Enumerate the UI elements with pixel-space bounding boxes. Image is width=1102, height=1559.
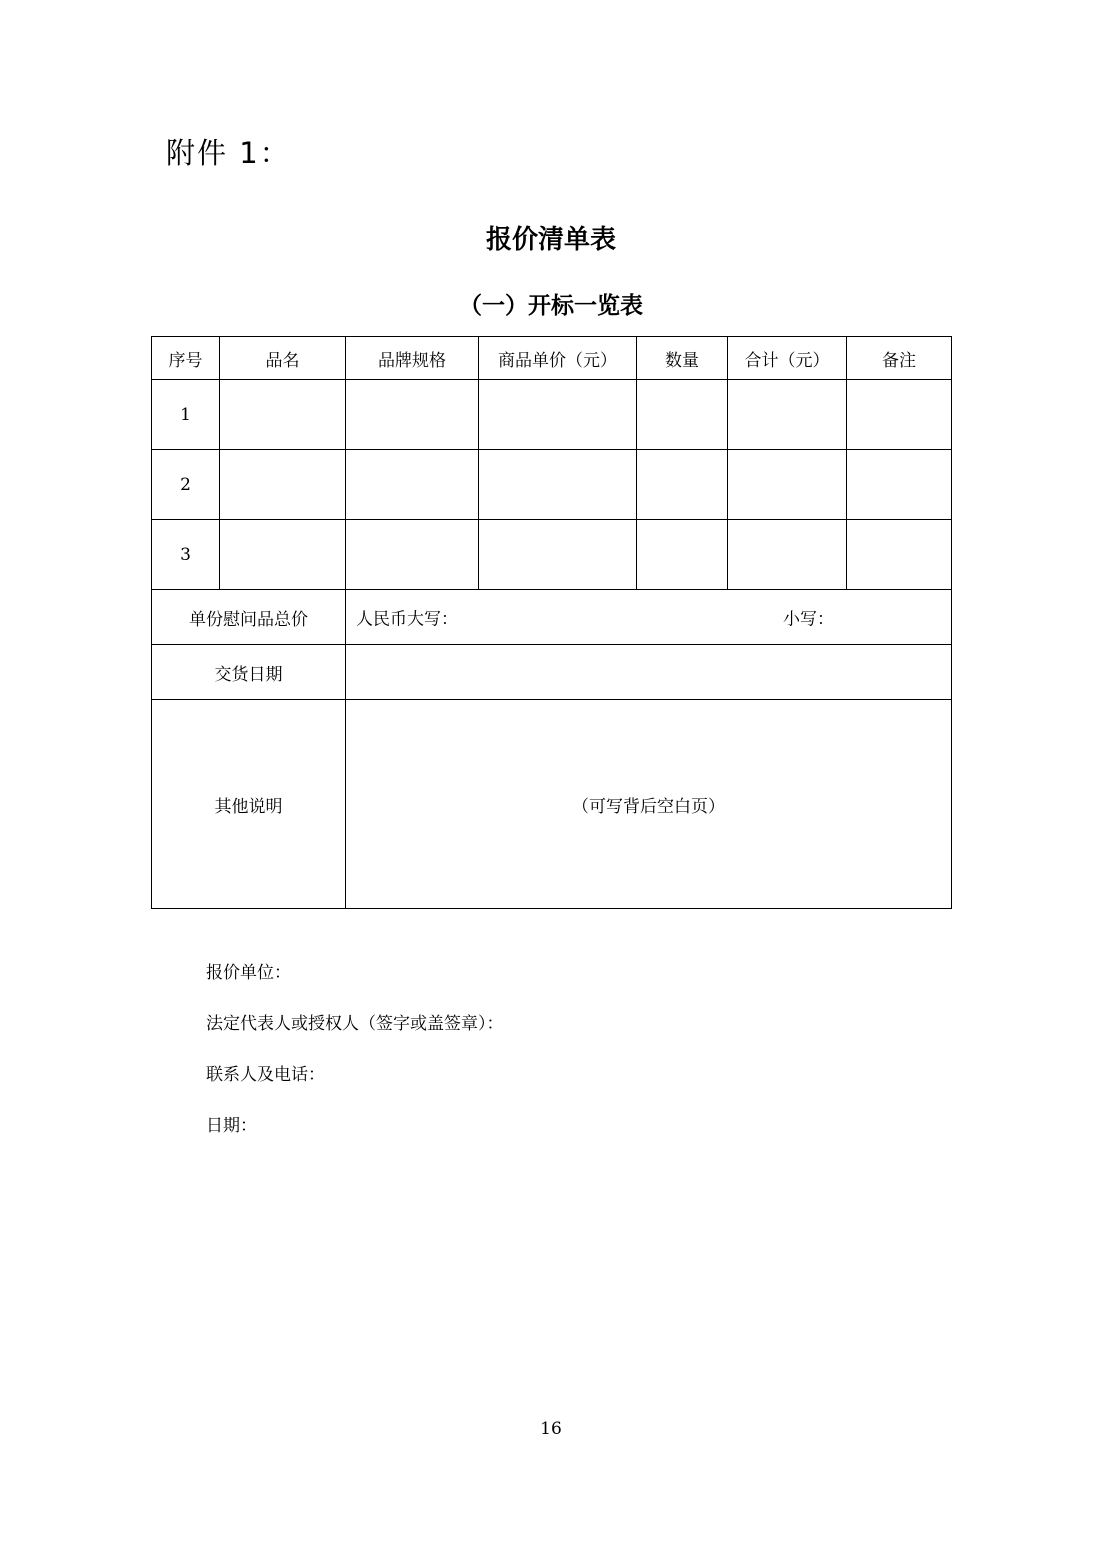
- document-title: 报价清单表: [485, 225, 616, 255]
- delivery-date-cell[interactable]: [346, 645, 952, 700]
- column-header-item-name: 品名: [220, 337, 346, 380]
- amount-uppercase-label: 人民币大写：: [356, 609, 458, 630]
- quote-unit-line: 报价单位：: [206, 963, 291, 983]
- row-number: 3: [152, 520, 220, 590]
- total-price-amount-cell[interactable]: [346, 590, 952, 645]
- column-header-no: 序号: [152, 337, 220, 380]
- legal-representative-line: 法定代表人或授权人（签字或盖签章）：: [206, 1014, 504, 1034]
- unit-price-cell[interactable]: [479, 450, 637, 520]
- column-header-quantity: 数量: [637, 337, 728, 380]
- other-notes-row: [152, 700, 952, 909]
- total-cell[interactable]: [728, 450, 847, 520]
- other-notes-cell[interactable]: [346, 700, 952, 909]
- column-header-remarks: 备注: [847, 337, 952, 380]
- attachment-label: 附件 1：: [166, 136, 291, 170]
- section-title: （一）开标一览表: [459, 293, 643, 319]
- total-price-label: 单份慰问品总价: [152, 590, 346, 645]
- remarks-cell[interactable]: [847, 450, 952, 520]
- total-price-row: [152, 590, 952, 645]
- table-row: [152, 520, 952, 590]
- quote-table: [151, 336, 952, 909]
- item-name-cell[interactable]: [220, 380, 346, 450]
- brand-spec-cell[interactable]: [346, 450, 479, 520]
- page-number: 16: [540, 1419, 562, 1439]
- other-notes-hint: （可写背后空白页）: [572, 796, 725, 817]
- quantity-cell[interactable]: [637, 380, 728, 450]
- remarks-cell[interactable]: [847, 520, 952, 590]
- row-number: 2: [152, 450, 220, 520]
- column-header-brand-spec: 品牌规格: [346, 337, 479, 380]
- brand-spec-cell[interactable]: [346, 380, 479, 450]
- brand-spec-cell[interactable]: [346, 520, 479, 590]
- unit-price-cell[interactable]: [479, 380, 637, 450]
- delivery-date-label: 交货日期: [152, 645, 346, 700]
- quantity-cell[interactable]: [637, 520, 728, 590]
- row-number: 1: [152, 380, 220, 450]
- total-cell[interactable]: [728, 520, 847, 590]
- total-cell[interactable]: [728, 380, 847, 450]
- quantity-cell[interactable]: [637, 450, 728, 520]
- item-name-cell[interactable]: [220, 520, 346, 590]
- item-name-cell[interactable]: [220, 450, 346, 520]
- column-header-unit-price: 商品单价（元）: [479, 337, 637, 380]
- table-row: [152, 380, 952, 450]
- contact-line: 联系人及电话：: [206, 1065, 325, 1085]
- delivery-date-row: [152, 645, 952, 700]
- table-header-row: [152, 337, 952, 380]
- other-notes-label: 其他说明: [152, 700, 346, 909]
- column-header-total: 合计（元）: [728, 337, 847, 380]
- date-line: 日期：: [206, 1116, 257, 1136]
- table-row: [152, 450, 952, 520]
- signature-block: [206, 955, 504, 1159]
- amount-lowercase-label: 小写：: [783, 609, 834, 630]
- unit-price-cell[interactable]: [479, 520, 637, 590]
- remarks-cell[interactable]: [847, 380, 952, 450]
